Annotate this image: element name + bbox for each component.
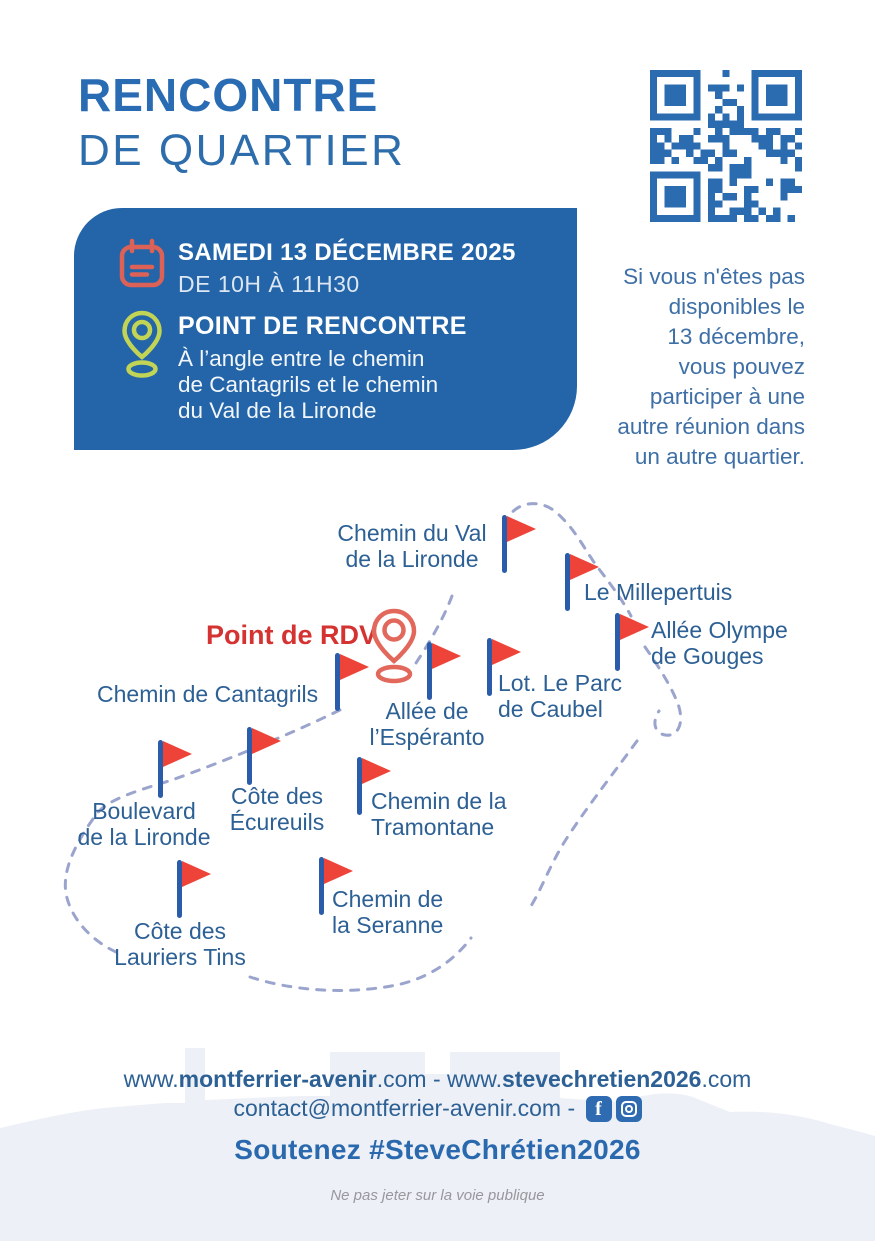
contact-line xyxy=(0,1095,875,1122)
location-label-boulevard-lironde: Boulevard de la Lironde xyxy=(77,798,211,850)
support-hashtag: Soutenez #SteveChrétien2026 xyxy=(234,1134,641,1165)
meeting-address-line2: de Cantagrils et le chemin xyxy=(178,372,439,397)
flag-icon xyxy=(427,642,465,700)
note-line: disponibles le xyxy=(668,294,805,319)
page-title-line2: DE QUARTIER xyxy=(78,126,406,175)
instagram-icon[interactable] xyxy=(616,1096,642,1122)
event-date: SAMEDI 13 DÉCEMBRE 2025 xyxy=(178,239,516,266)
location-pin-icon xyxy=(120,309,164,379)
facebook-icon[interactable] xyxy=(586,1096,612,1122)
rdv-pin-icon xyxy=(366,606,422,686)
alternate-meeting-note xyxy=(590,262,805,472)
note-line: Si vous n'êtes pas xyxy=(623,264,805,289)
meeting-address-line1: À l’angle entre le chemin xyxy=(178,346,425,371)
separator: - xyxy=(426,1066,448,1092)
location-label-ecureuils: Côte des Écureuils xyxy=(229,783,325,835)
rdv-point-label: Point de RDV xyxy=(206,620,378,650)
website-link-montferrier[interactable]: www.montferrier-avenir.com xyxy=(123,1066,427,1092)
flag-icon xyxy=(615,613,653,671)
location-label-tramontane: Chemin de la Tramontane xyxy=(371,788,507,840)
page-title-line1: RENCONTRE xyxy=(78,69,379,121)
location-label-lauriers-tins: Côte des Lauriers Tins xyxy=(114,918,246,970)
event-time: DE 10H À 11H30 xyxy=(178,271,360,297)
flag-icon xyxy=(158,740,196,798)
note-line: participer à une xyxy=(649,384,805,409)
location-label-seranne: Chemin de la Seranne xyxy=(332,886,444,938)
note-line: 13 décembre, xyxy=(667,324,805,349)
note-line: autre réunion dans xyxy=(617,414,805,439)
location-label-olympe-de-gouges: Allée Olympe de Gouges xyxy=(651,617,788,669)
separator: - xyxy=(561,1095,582,1121)
location-label-esperanto: Allée de l’Espéranto xyxy=(369,698,485,750)
calendar-icon xyxy=(118,238,166,292)
meeting-point-block xyxy=(178,312,467,424)
flag-icon xyxy=(177,860,215,918)
flag-icon xyxy=(502,515,540,573)
websites-line xyxy=(0,1066,875,1093)
location-label-chemin-du-val: Chemin du Val de la Lironde xyxy=(337,520,487,572)
location-label-millepertuis: Le Millepertuis xyxy=(584,579,733,605)
event-card xyxy=(74,208,577,450)
note-line: vous pouvez xyxy=(678,354,805,379)
contact-email[interactable]: contact@montferrier-avenir.com xyxy=(233,1095,562,1121)
location-label-parc-de-caubel: Lot. Le Parc de Caubel xyxy=(498,670,623,722)
flag-icon xyxy=(247,727,285,785)
note-line: un autre quartier. xyxy=(634,444,805,469)
meeting-address-line3: du Val de la Lironde xyxy=(178,398,377,423)
meeting-point-title: POINT DE RENCONTRE xyxy=(178,312,467,340)
location-label-cantagrils: Chemin de Cantagrils xyxy=(97,681,319,707)
event-date-block xyxy=(178,239,516,298)
website-link-stevechretien[interactable]: www.stevechretien2026.com xyxy=(447,1066,752,1092)
qr-code-icon xyxy=(650,70,802,222)
legal-note: Ne pas jeter sur la voie publique xyxy=(330,1187,545,1204)
